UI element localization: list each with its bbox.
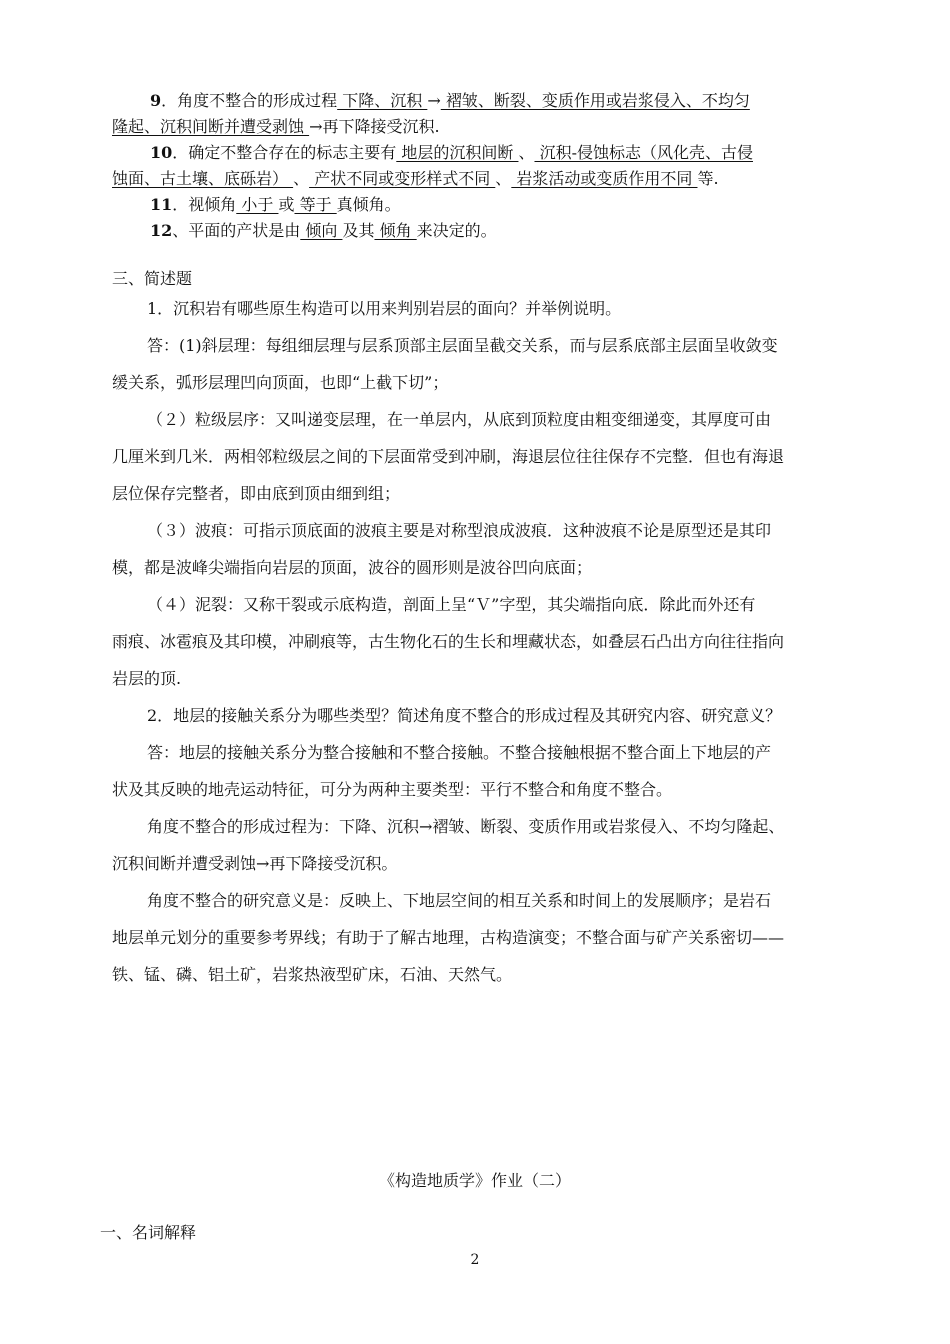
answer-line: 岩层的顶.	[112, 669, 182, 688]
page-number: 2	[470, 1252, 480, 1268]
question-number: 12	[150, 221, 173, 240]
question-10-line-1	[112, 140, 814, 166]
section-1-heading: 一、名词解释	[100, 1223, 197, 1242]
answer-line: 几厘米到几米．两相邻粒级层之间的下层面常受到冲刷，海退层位往往保存不完整．但也有海退	[112, 447, 785, 466]
answer-blank: 等于	[294, 195, 337, 214]
answer-line: 答：地层的接触关系分为整合接触和不整合接触。不整合接触根据不整合面上下地层的产	[147, 743, 772, 762]
question-number: 11	[150, 195, 173, 214]
answer-line: 模，都是波峰尖端指向岩层的顶面，波谷的圆形则是波谷凹向底面；	[112, 558, 593, 577]
question-text: ．角度不整合的形成过程	[161, 91, 338, 110]
answer-blank: 下降、沉积	[337, 91, 428, 110]
answer-line: 层位保存完整者，即由底到顶由细到组；	[112, 484, 401, 503]
question-text: 、	[495, 169, 512, 188]
answer-line: 地层单元划分的重要参考界线；有助于了解古地理，古构造演变；不整合面与矿产关系密切——	[112, 928, 785, 947]
question-text: 真倾角。	[336, 195, 401, 214]
question-text: 及其	[342, 221, 375, 240]
question-text: ．确定不整合存在的标志主要有	[172, 143, 397, 162]
answer-line: 答：(1)斜层理：每组细层理与层系顶部主层面呈截交关系，而与层系底部主层面呈收敛变	[147, 336, 778, 355]
answer-blank: 小于	[236, 195, 279, 214]
question-text: 或	[278, 195, 295, 214]
answer-line: 沉积间断并遭受剥蚀→再下降接受沉积。	[112, 854, 398, 873]
question-9-line-2	[112, 114, 814, 140]
answer-line: （２）粒级层序：又叫递变层理，在一单层内，从底到顶粒度由粗变细递变，其厚度可由	[147, 410, 772, 429]
question-text: ．视倾角	[172, 195, 237, 214]
question-1: 1．沉积岩有哪些原生构造可以用来判别岩层的面向？并举例说明。	[147, 299, 622, 318]
question-number: 9	[150, 91, 162, 110]
question-text: 、平面的产状是由	[172, 221, 301, 240]
question-10-line-2	[112, 166, 814, 192]
answer-blank: 岩浆活动或变质作用不同	[511, 169, 698, 188]
answer-line: 状及其反映的地壳运动特征，可分为两种主要类型：平行不整合和角度不整合。	[112, 780, 673, 799]
answer-blank: 沉积-侵蚀标志（风化壳、古侵	[534, 143, 753, 162]
answer-line: （３）波痕：可指示顶底面的波痕主要是对称型浪成波痕．这种波痕不论是原型还是其印	[147, 521, 772, 540]
section-3-heading: 三、简述题	[112, 269, 193, 288]
question-text: 来决定的。	[416, 221, 497, 240]
question-text: →	[427, 91, 441, 110]
answer-line: 角度不整合的形成过程为：下降、沉积→褶皱、断裂、变质作用或岩浆侵入、不均匀隆起、	[147, 817, 785, 836]
fill-in-answers	[112, 88, 814, 244]
answer-line: （４）泥裂：又称干裂或示底构造，剖面上呈“Ｖ”字型，其尖端指向底．除此而外还有	[147, 595, 756, 614]
question-12	[112, 218, 814, 244]
answer-blank: 褶皱、断裂、变质作用或岩浆侵入、不均匀	[440, 91, 750, 110]
answer-blank: 倾向	[300, 221, 343, 240]
answer-blank: 蚀面、古土壤、底砾岩）	[112, 169, 294, 188]
question-2: 2．地层的接触关系分为哪些类型？简述角度不整合的形成过程及其研究内容、研究意义？	[147, 706, 782, 725]
question-text: →再下降接受沉积.	[309, 117, 440, 136]
answer-line: 缓关系，弧形层理凹向顶面，也即“上截下切”；	[112, 373, 449, 392]
answer-blank: 隆起、沉积间断并遭受剥蚀	[112, 117, 310, 136]
question-9-line-1	[112, 88, 814, 114]
answer-blank: 产状不同或变形样式不同	[309, 169, 496, 188]
answer-line: 角度不整合的研究意义是：反映上、下地层空间的相互关系和时间上的发展顺序；是岩石	[147, 891, 772, 910]
question-text: 、	[518, 143, 535, 162]
answer-line: 雨痕、冰雹痕及其印模，冲刷痕等，古生物化石的生长和埋藏状态，如叠层石凸出方向往往指向	[112, 632, 785, 651]
answer-blank: 地层的沉积间断	[396, 143, 519, 162]
answer-blank: 倾角	[374, 221, 417, 240]
answer-line: 铁、锰、磷、铝土矿，岩浆热液型矿床，石油、天然气。	[112, 965, 513, 984]
question-11	[112, 192, 814, 218]
question-text: 等.	[697, 169, 719, 188]
short-answer-section	[112, 290, 814, 993]
question-text: 、	[293, 169, 310, 188]
question-number: 10	[150, 143, 173, 162]
homework-title: 《构造地质学》作业（二）	[378, 1171, 571, 1190]
